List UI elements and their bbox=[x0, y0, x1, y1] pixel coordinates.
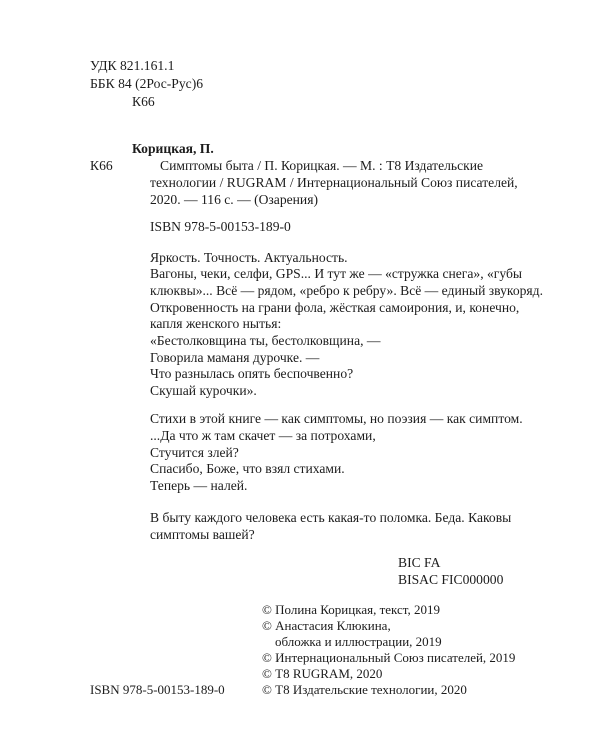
annotation-line: капля женского нытья: bbox=[150, 316, 282, 331]
copyright-line: обложка и иллюстрации, 2019 bbox=[275, 634, 442, 649]
quote-line: Спасибо, Боже, что взял стихами. bbox=[150, 461, 345, 476]
udk-code: УДК 821.161.1 bbox=[90, 58, 175, 73]
bib-description-line: 2020. — 116 с. — (Озарения) bbox=[150, 192, 318, 207]
quote-line: Что разнылась опять беспочвенно? bbox=[150, 366, 354, 381]
copyright-line: © Т8 Издательские технологии, 2020 bbox=[262, 682, 467, 697]
bisac-code: BISAC FIC000000 bbox=[398, 572, 504, 587]
footer-isbn: ISBN 978-5-00153-189-0 bbox=[90, 682, 225, 697]
annotation-line: Стихи в этой книге — как симптомы, но поэзия — как симптом. bbox=[150, 411, 523, 426]
annotation-line: клюквы»... Всё — рядом, «ребро к ребру». Всё — единый звукоряд. bbox=[150, 283, 543, 298]
author-name: Корицкая, П. bbox=[132, 141, 214, 156]
annotation-line: Яркость. Точность. Актуальность. bbox=[150, 250, 348, 265]
copyright-line: © Интернациональный Союз писателей, 2019 bbox=[262, 650, 516, 665]
bib-description-line: Симптомы быта / П. Корицкая. — М. : Т8 Издательские bbox=[160, 158, 484, 173]
quote-line: Теперь — налей. bbox=[150, 478, 248, 493]
bib-description-line: технологии / RUGRAM / Интернациональный Союз писателей, bbox=[150, 175, 518, 190]
bic-code: BIC FA bbox=[398, 555, 441, 570]
bib-isbn: ISBN 978-5-00153-189-0 bbox=[150, 219, 291, 234]
quote-line: Стучится злей? bbox=[150, 445, 239, 460]
annotation-line: В быту каждого человека есть какая-то поломка. Беда. Каковы bbox=[150, 510, 512, 525]
author-mark: К66 bbox=[132, 94, 155, 109]
bib-author-mark: К66 bbox=[90, 158, 113, 173]
annotation-line: симптомы вашей? bbox=[150, 527, 255, 542]
copyright-line: © Анастасия Клюкина, bbox=[262, 618, 391, 633]
annotation-line: Вагоны, чеки, селфи, GPS... И тут же — «стружка снега», «губы bbox=[150, 266, 523, 281]
annotation-line: Откровенность на грани фола, жёсткая самоирония, и, конечно, bbox=[150, 300, 520, 315]
quote-line: ...Да что ж там скачет — за потрохами, bbox=[150, 428, 376, 443]
quote-line: Скушай курочки». bbox=[150, 383, 257, 398]
quote-line: Говорила маманя дурочке. — bbox=[150, 350, 320, 365]
quote-line: «Бестолковщина ты, бестолковщина, — bbox=[150, 333, 381, 348]
copyright-line: © Полина Корицкая, текст, 2019 bbox=[262, 602, 440, 617]
copyright-line: © Т8 RUGRAM, 2020 bbox=[262, 666, 383, 681]
bbk-code: ББК 84 (2Рос-Рус)6 bbox=[90, 76, 204, 91]
